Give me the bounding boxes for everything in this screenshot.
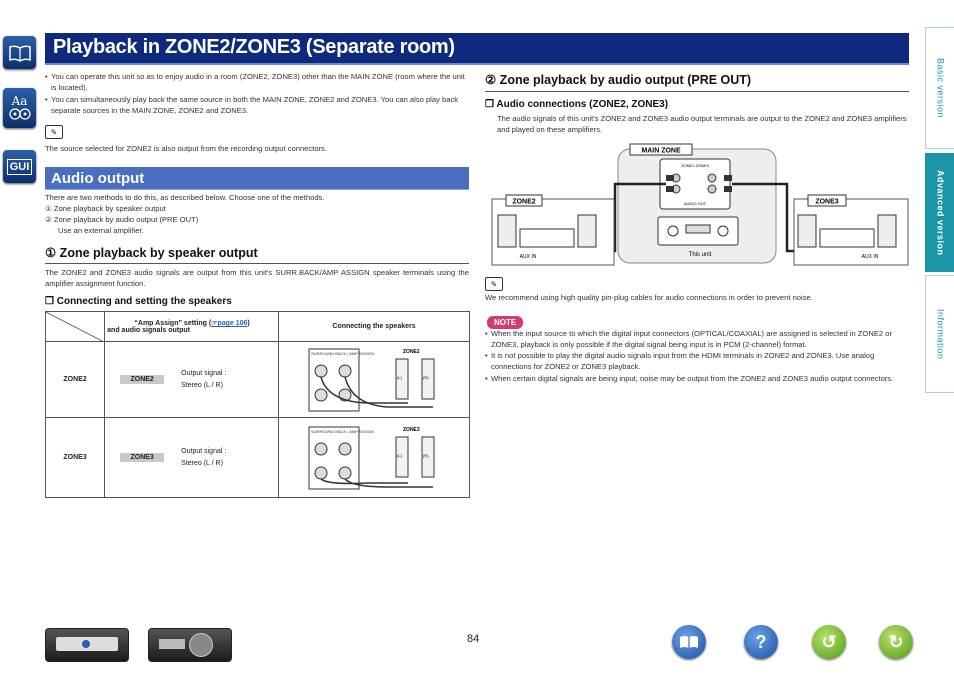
svg-text:This unit: This unit xyxy=(688,252,712,258)
table-row xyxy=(46,418,470,498)
svg-text:SURROUND BACK / AMP ASSIGN: SURROUND BACK / AMP ASSIGN xyxy=(311,350,374,356)
connections-icon[interactable] xyxy=(3,88,36,128)
audio-connections-heading: ❒ Audio connections (ZONE2, ZONE3) xyxy=(485,99,669,110)
page-title-bar xyxy=(45,33,909,65)
method-1: ① Zone playback by speaker output xyxy=(45,204,166,213)
svg-text:AUDIO OUT: AUDIO OUT xyxy=(683,201,707,206)
font-icon: Aa xyxy=(11,94,28,108)
connection-diagram-cell xyxy=(279,342,470,418)
note-bullet: • When certain digital signals are being input, noise may be output from the ZONE2 and ZONE3 audio output connectors. xyxy=(491,373,909,384)
connecting-speakers-heading: ❒ Connecting and setting the speakers xyxy=(45,296,232,307)
zone2-badge: ZONE2 xyxy=(120,375,164,384)
memo-pencil-icon: ✎ xyxy=(45,125,63,139)
speaker-wiring-diagram xyxy=(308,425,468,491)
svg-text:ZONE2 ZONE3: ZONE2 ZONE3 xyxy=(681,163,709,168)
svg-text:ZONE2: ZONE2 xyxy=(403,348,420,355)
amp-assign-cell: ZONE3 Output signal : Stereo (L / R) xyxy=(105,418,279,498)
page-106-link[interactable]: ☞page 106 xyxy=(211,320,248,327)
svg-text:(L): (L) xyxy=(397,374,402,380)
connection-diagram-cell xyxy=(279,418,470,498)
tab-basic-version[interactable]: Basic version xyxy=(925,27,954,149)
memo-pencil-icon: ✎ xyxy=(485,277,503,291)
page-number: 84 xyxy=(467,633,480,645)
svg-text:AUX IN: AUX IN xyxy=(519,254,537,260)
audio-output-intro: There are two methods to do this, as described below. Choose one of the methods. xyxy=(45,193,325,202)
unit-rear-thumbnail[interactable] xyxy=(148,628,232,662)
zone-connection-diagram xyxy=(490,141,910,269)
section-audio-output xyxy=(45,167,469,190)
unit-front-thumbnail[interactable] xyxy=(45,628,129,662)
page-ref-icon: ☞ xyxy=(211,320,218,327)
svg-text:MAIN ZONE: MAIN ZONE xyxy=(641,147,681,155)
zone-label: ZONE2 xyxy=(46,342,105,418)
speaker-output-heading: ① Zone playback by speaker output xyxy=(45,246,258,260)
note-bullet: • When the input source to which the digital input connectors (OPTICAL/COAXIAL) are assigned is selected in ZONE2 or ZONE3, playback is only possible if the digital signal being input is in PCM (2-channel) format. xyxy=(491,328,909,350)
page-title: Playback in ZONE2/ZONE3 (Separate room) xyxy=(53,36,455,58)
svg-text:SURROUND BACK / AMP ASSIGN: SURROUND BACK / AMP ASSIGN xyxy=(311,428,374,434)
preout-heading: ② Zone playback by audio output (PRE OUT) xyxy=(485,73,752,87)
amp-assign-cell: ZONE2 Output signal : Stereo (L / R) xyxy=(105,342,279,418)
zone3-badge: ZONE3 xyxy=(120,453,164,462)
intro-bullet: • You can simultaneously play back the same source in both the MAIN ZONE, ZONE2 and ZONE3. You can also play back separate sources in the MAIN ZONE, ZONE2 and ZONE3. xyxy=(51,94,469,116)
divider xyxy=(485,91,909,92)
preout-desc: The audio signals of this unit's ZONE2 and ZONE3 audio output terminals are output to the ZONE2 and ZONE3 amplifiers and played on these amplifiers. xyxy=(497,114,907,134)
preout-memo-text: We recommend using high quality pin-plug cables for audio connections in order to prevent noise. xyxy=(485,293,813,302)
speaker-connection-table xyxy=(45,311,470,498)
svg-text:(R): (R) xyxy=(423,374,429,380)
method-2: ② Zone playback by audio output (PRE OUT) xyxy=(45,215,199,224)
memo-text: The source selected for ZONE2 is also output from the recording output connectors. xyxy=(45,144,327,153)
svg-text:ZONE3: ZONE3 xyxy=(403,426,420,433)
svg-text:(R): (R) xyxy=(423,452,429,458)
note-bullet: • It is not possible to play the digital audio signals input from the HDMI terminals in ZONE2 and ZONE3. Use analog connections for ZONE2 or ZONE3 playback. xyxy=(491,350,909,372)
method-note: Use an external amplifier. xyxy=(58,226,144,235)
svg-text:(L): (L) xyxy=(397,452,402,458)
help-icon[interactable]: ? xyxy=(744,625,778,659)
gui-icon[interactable]: GUI xyxy=(3,150,36,183)
contents-book-icon[interactable] xyxy=(3,36,36,69)
note-tag: NOTE xyxy=(487,312,523,330)
back-icon[interactable]: ↺ xyxy=(812,625,846,659)
amp-assign-header: “Amp Assign” setting (☞page 106) and audio signals output xyxy=(105,312,279,342)
svg-text:AUX IN: AUX IN xyxy=(861,254,879,260)
intro-bullet: • You can operate this unit so as to enjoy audio in a room (ZONE2, ZONE3) other than the MAIN ZONE (room where the unit is located). xyxy=(51,71,469,93)
forward-icon[interactable]: ↻ xyxy=(879,625,913,659)
section-heading: Audio output xyxy=(51,170,145,187)
speaker-output-desc: The ZONE2 and ZONE3 audio signals are output from this unit's SURR.BACK/AMP ASSIGN speaker terminals using the amplifier assignment function. xyxy=(45,268,469,288)
tab-advanced-version[interactable]: Advanced version xyxy=(925,153,954,272)
divider xyxy=(45,263,469,264)
table-row xyxy=(46,342,470,418)
contents-book-icon[interactable] xyxy=(672,625,706,659)
zone-label: ZONE3 xyxy=(46,418,105,498)
tab-information[interactable]: Information xyxy=(925,275,954,393)
connecting-speakers-header: Connecting the speakers xyxy=(279,312,470,342)
speaker-wiring-diagram xyxy=(308,347,468,413)
table-corner-cell xyxy=(46,312,105,342)
svg-text:ZONE3: ZONE3 xyxy=(815,198,839,206)
svg-text:ZONE2: ZONE2 xyxy=(512,198,536,206)
